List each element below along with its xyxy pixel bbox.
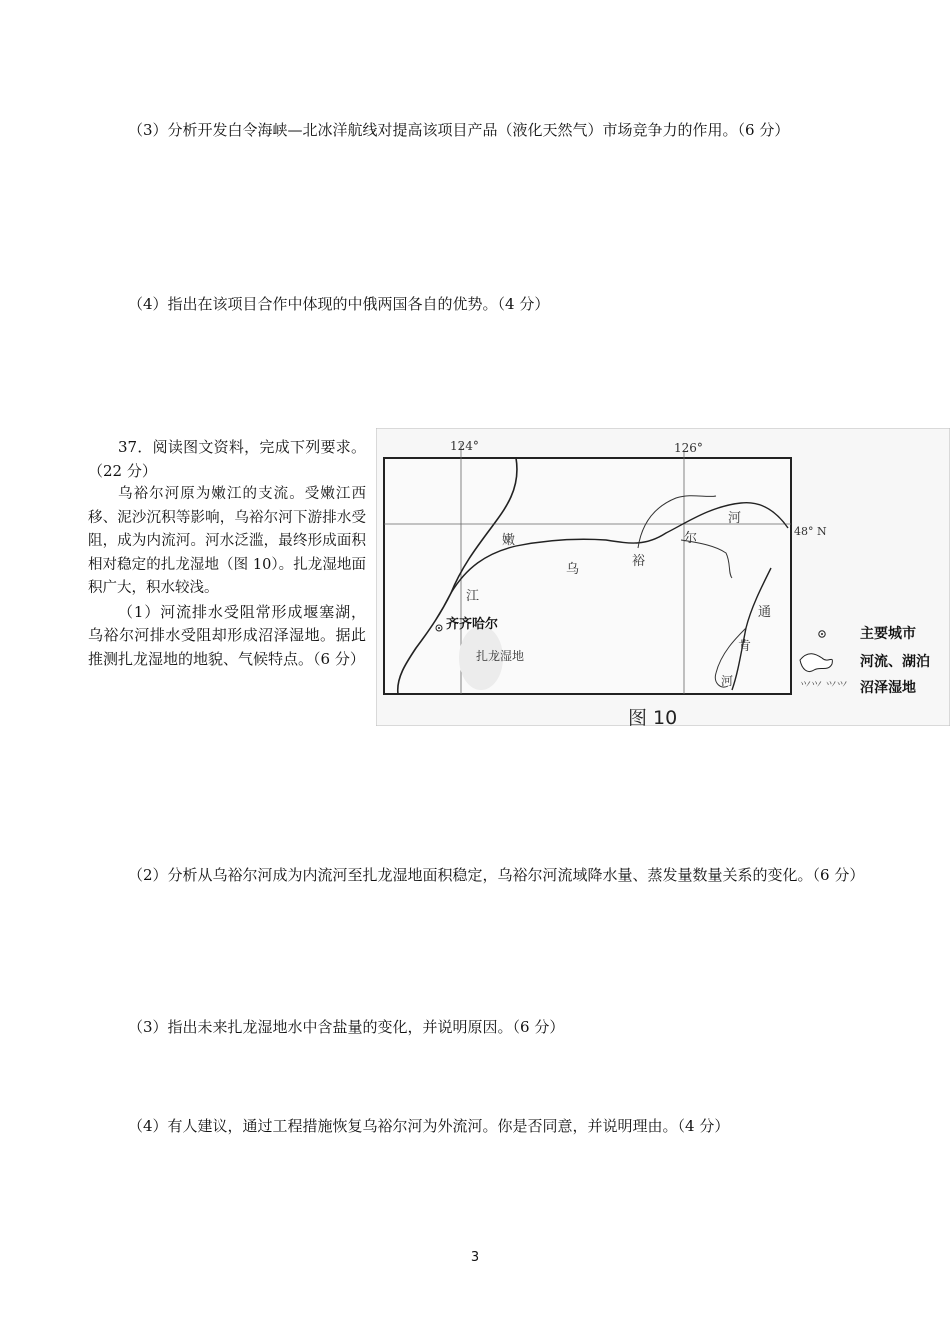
city-label: 齐齐哈尔 xyxy=(446,617,499,632)
question-37-4: （4）有人建议，通过工程措施恢复乌裕尔河为外流河。你是否同意，并说明理由。（4 分） xyxy=(128,1117,730,1135)
lon-126-label: 126° xyxy=(674,441,703,455)
question-36-4: （4）指出在该项目合作中体现的中俄两国各自的优势。（4 分） xyxy=(128,295,550,313)
river-wu-char-3: 尔 xyxy=(684,531,698,546)
wetland-label: 扎龙湿地 xyxy=(476,649,525,663)
figure-10-map xyxy=(376,428,950,726)
question-37-3: （3）指出未来扎龙湿地水中含盐量的变化，并说明原因。（6 分） xyxy=(128,1018,565,1036)
river-wu-char-4: 河 xyxy=(728,511,742,526)
question-37-intro: 37．阅读图文资料，完成下列要求。（22 分） xyxy=(88,438,366,480)
legend-river-lake-label: 河流、湖泊 xyxy=(860,654,930,670)
river-nen-char-1: 嫩 xyxy=(502,533,516,548)
question-37-2: （2）分析从乌裕尔河成为内流河至扎龙湿地面积稳定，乌裕尔河流域降水量、蒸发量数量关系的变化。（6 分） xyxy=(128,866,865,884)
lon-124-label: 124° xyxy=(450,439,479,453)
question-37-material: 乌裕尔河原为嫩江的支流。受嫩江西移、泥沙沉积等影响，乌裕尔河下游排水受阻，成为内流河。河水泛滥，最终形成面积相对稳定的扎龙湿地（图 10）。扎龙湿地面积广大，积水较浅。 xyxy=(88,486,366,596)
question-37-1: （1）河流排水受阻常形成堰塞湖，乌裕尔河排水受阻却形成沼泽湿地。据此推测扎龙湿地的地貌、气候特点。（6 分） xyxy=(88,602,366,668)
river-wu-char-2: 裕 xyxy=(632,554,646,569)
river-wu-char-1: 乌 xyxy=(566,562,580,577)
wetland-symbol-icon: ⺍⺍ ⺍⺍ xyxy=(800,680,848,693)
question-36-3: （3）分析开发白令海峡—北冰洋航线对提高该项目产品（液化天然气）市场竞争力的作用。（6 分） xyxy=(128,121,790,139)
river-tong-char-3: 河 xyxy=(721,674,734,688)
lat-48-label: 48° N xyxy=(794,525,827,538)
legend-wetland-label: 沼泽湿地 xyxy=(860,680,916,696)
river-tong-char-2: 肯 xyxy=(738,639,752,654)
page-number: 3 xyxy=(470,1250,480,1265)
figure-caption: 图 10 xyxy=(628,707,678,726)
river-nen-char-2: 江 xyxy=(466,589,480,604)
river-tong-char-1: 通 xyxy=(758,605,772,620)
question-37-text xyxy=(88,436,366,671)
legend-city-label: 主要城市 xyxy=(860,626,916,642)
